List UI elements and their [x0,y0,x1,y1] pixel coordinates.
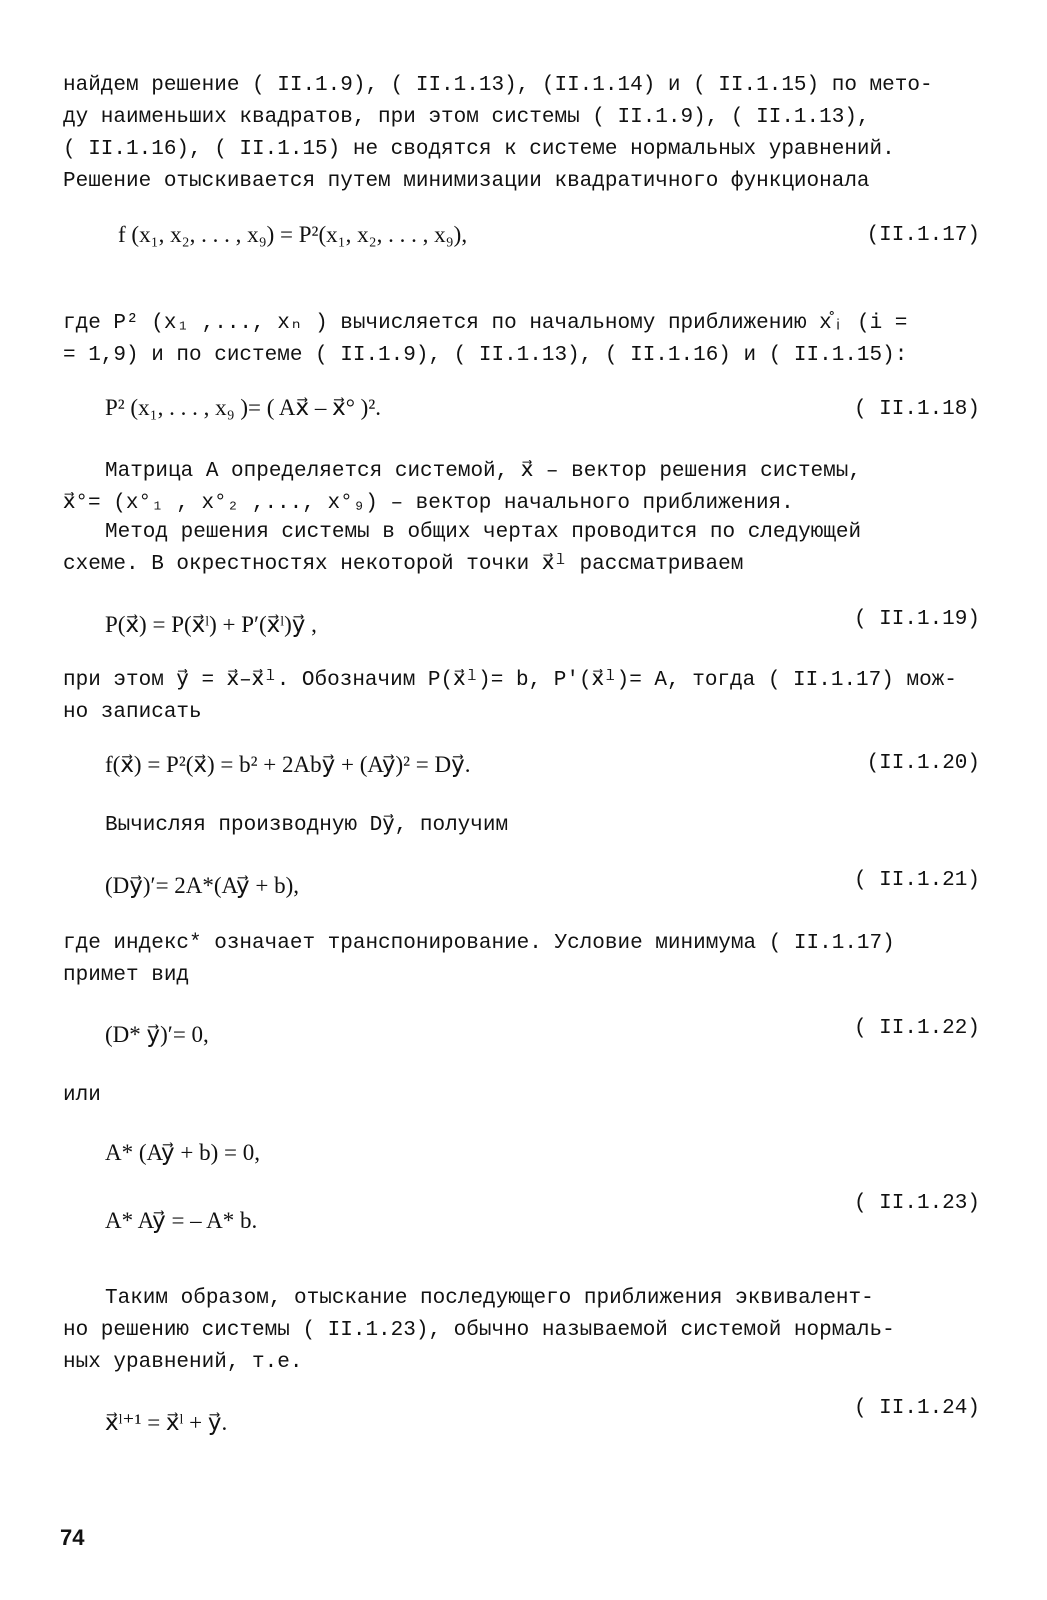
equation-24: x⃗ˡ⁺¹ = x⃗ˡ + y⃗. [105,1410,228,1435]
text-line: схеме. В окрестностях некоторой точки x⃗ˡ рассматриваем [63,553,744,576]
page-number: 74 [60,1525,85,1550]
paragraph-denote [63,665,993,729]
equation-23a: A* (Ay⃗ + b) = 0, [105,1140,260,1165]
paragraph-intro [63,70,993,198]
paragraph-matrix [63,456,993,520]
equation-23b: A* Ay⃗ = – A* b. [105,1208,258,1233]
equation-20: f(x⃗) = P²(x⃗) = b² + 2Aby⃗ + (Ay⃗)² = Dy⃗. [105,752,471,777]
equation-number-19: ( II.1.19) [853,608,980,631]
equation-17: f (x₁, x₂, . . . , x₉) = P²(x₁, x₂, . . . , x₉), [118,222,468,247]
equation-number-20: (II.1.20) [866,752,980,775]
text-line: но решению системы ( II.1.23), обычно называемой системой нормаль- [63,1319,895,1342]
equation-number-22: ( II.1.22) [853,1017,980,1040]
paragraph-or: или [63,1084,101,1107]
equation-number-24: ( II.1.24) [853,1397,980,1420]
text-line: где P² (x₁ ,..., xₙ ) вычисляется по начальному приближению x̊ᵢ (i = [63,312,908,335]
equation-19: P(x⃗) = P(x⃗ˡ) + P′(x⃗ˡ)y⃗ , [105,612,317,637]
text-line: ( II.1.16), ( II.1.15) не сводятся к системе нормальных уравнений. [63,138,895,161]
equation-number-17: (II.1.17) [866,224,980,247]
text-line: но записать [63,701,202,724]
paragraph-method [63,517,993,581]
text-line: Решение отыскивается путем минимизации квадратичного функционала [63,170,870,193]
text-line: ных уравнений, т.е. [63,1351,303,1374]
equation-22: (D* y⃗)′= 0, [105,1022,209,1047]
text-line: Таким образом, отыскание последующего приближения эквивалент- [105,1287,874,1310]
equation-18: P² (x₁, . . . , x₉ )= ( Ax⃗ – x⃗° )². [105,395,381,420]
text-line: Метод решения системы в общих чертах проводится по следующей [105,521,862,544]
text-line: x⃗°= (x°₁ , x°₂ ,..., x°₉) – вектор начального приближения. [63,492,794,515]
equation-21: (Dy⃗)′= 2A*(Ay⃗ + b), [105,873,300,898]
equation-number-18: ( II.1.18) [853,398,980,421]
paragraph-where-p2 [63,308,993,372]
text-line: ду наименьших квадратов, при этом системы ( II.1.9), ( II.1.13), [63,106,870,129]
paragraph-transpose [63,928,993,992]
equation-number-23: ( II.1.23) [853,1192,980,1215]
equation-number-21: ( II.1.21) [853,869,980,892]
paragraph-derivative: Вычисляя производную Dy⃗, получим [105,814,509,837]
text-line: при этом y⃗ = x⃗–x⃗ˡ. Обозначим P(x⃗ˡ)= b, P′(x⃗ˡ)= A, тогда ( II.1.17) мож- [63,669,957,692]
text-line: примет вид [63,964,190,987]
text-line: где индекс* означает транспонирование. Условие минимума ( II.1.17) [63,932,895,955]
text-line: = 1,9) и по системе ( II.1.9), ( II.1.13), ( II.1.16) и ( II.1.15): [63,344,908,367]
paragraph-conclusion [63,1283,993,1379]
text-line: Матрица A определяется системой, x⃗ – вектор решения системы, [105,460,861,483]
text-line: найдем решение ( II.1.9), ( II.1.13), (II.1.14) и ( II.1.15) по мето- [63,74,933,97]
